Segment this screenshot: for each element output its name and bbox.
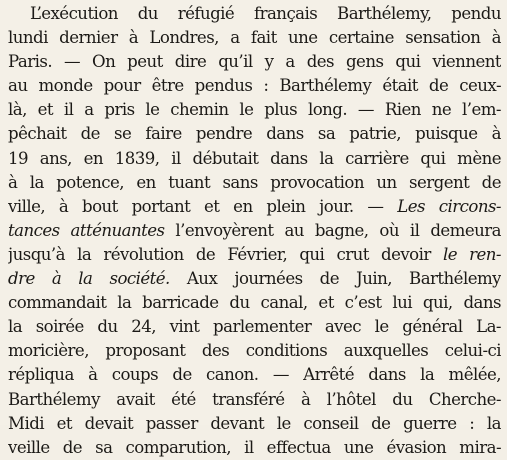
text-line: L’exécution du réfugié français Barthélemy, pendu [30,4,501,23]
text-line: moricière, proposant des conditions auxquelles celui-ci [8,341,501,361]
text-line: répliqua à coups de canon. — Arrêté dans la mêlée, [8,365,501,385]
text-line: commandait la barricade du canal, et c’est lui qui, dans [8,293,501,313]
text-line: 19 ans, en 1839, il débutait dans la carrière qui mène [8,148,501,168]
text-line: au monde pour être pendus : Barthélemy était de ceux- [8,76,501,96]
italic-phrase: tances atténuantes [8,220,165,240]
text-line: là, et il a pris le chemin le plus long. — Rien ne l’em- [8,100,501,120]
italic-phrase: dre à la société. [8,269,170,289]
line-text: jusqu’à la révolution de Février, qui crut devoir [8,244,431,264]
text-line: Paris. — On peut dire qu’il y a des gens qui viennent [8,52,501,72]
italic-phrase: le ren- [442,244,501,264]
text-line [8,243,501,267]
italic-phrase: Les circons- [397,196,501,216]
text-line [8,267,501,291]
line-text: l’envoyèrent au bagne, où il demeura [175,220,501,240]
text-line: la soirée du 24, vint parlementer avec le général La- [8,317,501,337]
text-line [8,219,501,243]
text-line: pêchait de se faire pendre dans sa patrie, puisque à [8,124,501,144]
text-line: à la potence, en tuant sans provocation un sergent de [8,172,501,192]
text-line: Midi et devait passer devant le conseil de guerre : la [8,413,501,433]
text-line: veille de sa comparution, il effectua une évasion mira- [8,437,501,457]
line-text: ville, à bout portant et en plein jour. — [8,196,384,216]
text-line: lundi dernier à Londres, a fait une certaine sensation à [8,28,501,48]
line-text: Aux journées de Juin, Barthélemy [186,269,501,289]
text-line [8,195,501,219]
text-line: Barthélemy avait été transféré à l’hôtel du Cherche- [8,389,501,409]
